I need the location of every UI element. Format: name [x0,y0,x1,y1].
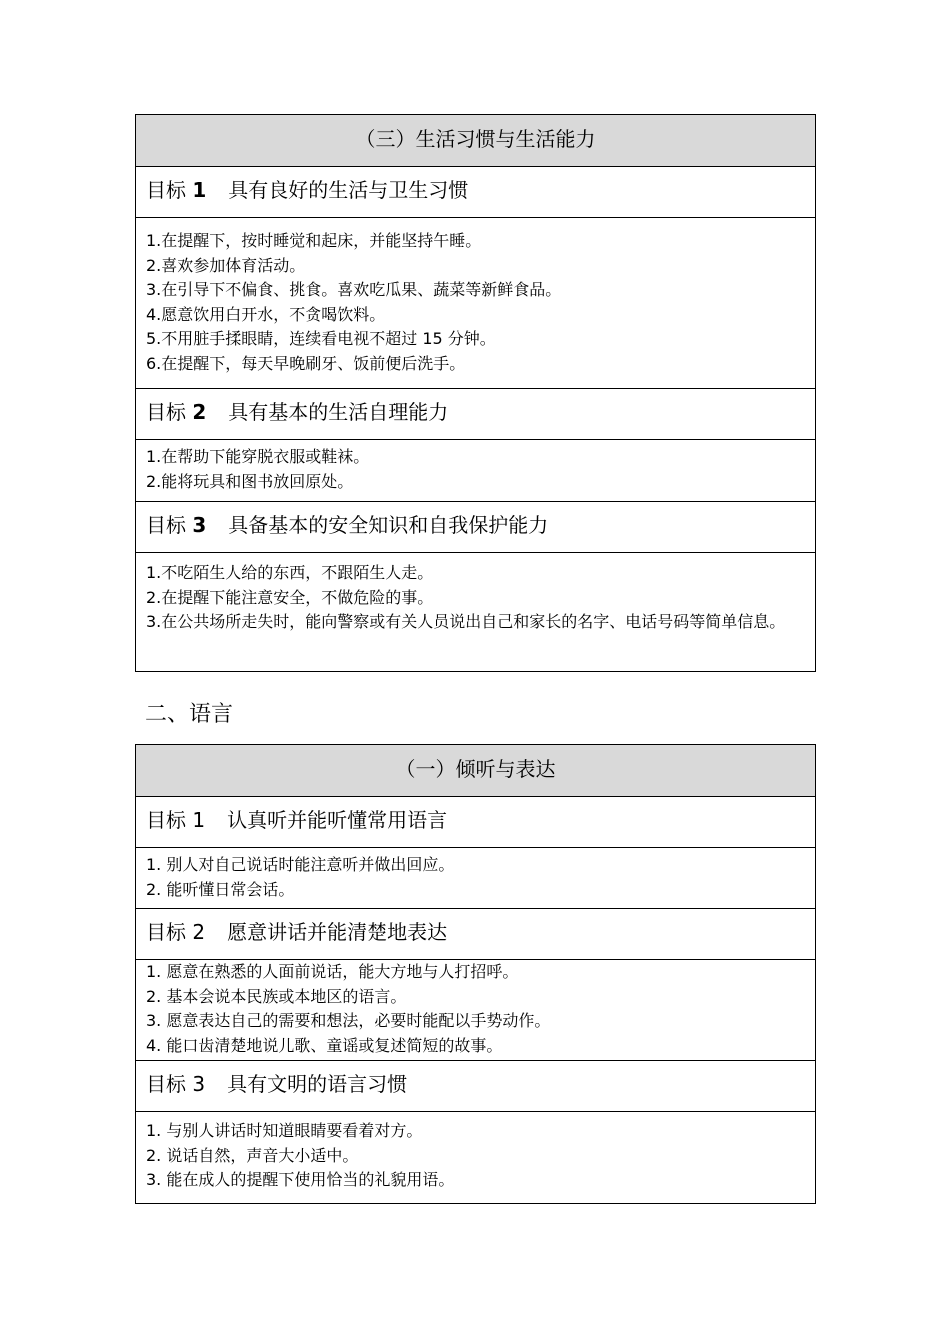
goal-title: 具有基本的生活自理能力 [228,400,449,424]
section-title: 二、语言 [145,702,234,727]
table-header: （三）生活习惯与生活能力 [136,115,815,166]
goal-title: 具有良好的生活与卫生习惯 [228,178,469,202]
goal-row [136,501,815,552]
list-item: 2.喜欢参加体育活动。 [146,255,306,275]
list-item: 2.在提醒下能注意安全，不做危险的事。 [146,587,434,607]
goal-items [136,552,815,671]
goal-number: 2 [192,920,206,944]
goal-row [136,908,815,959]
goal-title: 具有文明的语言习惯 [227,1072,408,1096]
goal-items [136,1111,815,1203]
goal-items [136,439,815,501]
goal-number: 3 [192,513,207,537]
goal-items [136,847,815,908]
list-item: 3. 能在成人的提醒下使用恰当的礼貌用语。 [146,1170,455,1190]
list-item: 3.在引导下不偏食、挑食。喜欢吃瓜果、蔬菜等新鲜食品。 [146,280,562,300]
list-item: 4.愿意饮用白开水，不贪喝饮料。 [146,304,386,324]
goal-number: 3 [192,1072,206,1096]
list-item: 2.能将玩具和图书放回原处。 [146,471,354,491]
list-item: 5.不用脏手揉眼睛，连续看电视不超过 15 分钟。 [146,329,496,349]
list-item: 1.不吃陌生人给的东西，不跟陌生人走。 [146,563,434,582]
list-item: 1. 与别人讲话时知道眼睛要看着对方。 [146,1121,423,1140]
language-table [135,744,816,1204]
list-item: 1. 别人对自己说话时能注意听并做出回应。 [146,855,455,874]
goal-prefix: 目标 [146,178,186,202]
goal-prefix: 目标 [146,513,186,537]
list-item: 1.在提醒下，按时睡觉和起床，并能坚持午睡。 [146,231,482,250]
goal-row [136,1060,815,1111]
goal-prefix: 目标 [146,808,186,832]
goal-number: 1 [192,808,206,832]
list-item: 2. 说话自然，声音大小适中。 [146,1145,359,1165]
list-item: 4. 能口齿清楚地说儿歌、童谣或复述简短的故事。 [146,1035,503,1055]
goal-title: 具备基本的安全知识和自我保护能力 [228,513,549,537]
list-item: 2. 能听懂日常会话。 [146,879,295,899]
goal-prefix: 目标 [146,1072,186,1096]
list-item: 2. 基本会说本民族或本地区的语言。 [146,986,407,1006]
goal-items [136,217,815,388]
goal-items [136,959,815,1060]
goal-title: 愿意讲话并能清楚地表达 [227,920,448,944]
goal-prefix: 目标 [146,400,186,424]
goal-row [136,166,815,217]
habits-table [135,114,816,672]
list-item: 3. 愿意表达自己的需要和想法，必要时能配以手势动作。 [146,1011,551,1031]
list-item: 1. 愿意在熟悉的人面前说话，能大方地与人打招呼。 [146,962,519,981]
table-header: （一）倾听与表达 [136,745,815,796]
goal-row [136,388,815,439]
goal-number: 1 [192,178,207,202]
goal-prefix: 目标 [146,920,186,944]
list-item: 1.在帮助下能穿脱衣服或鞋袜。 [146,447,370,466]
goal-row [136,796,815,847]
goal-number: 2 [192,400,207,424]
list-item: 6.在提醒下，每天早晚刷牙、饭前便后洗手。 [146,353,466,373]
goal-title: 认真听并能听懂常用语言 [227,808,448,832]
list-item: 3.在公共场所走失时，能向警察或有关人员说出自己和家长的名字、电话号码等简单信息。 [146,612,786,632]
